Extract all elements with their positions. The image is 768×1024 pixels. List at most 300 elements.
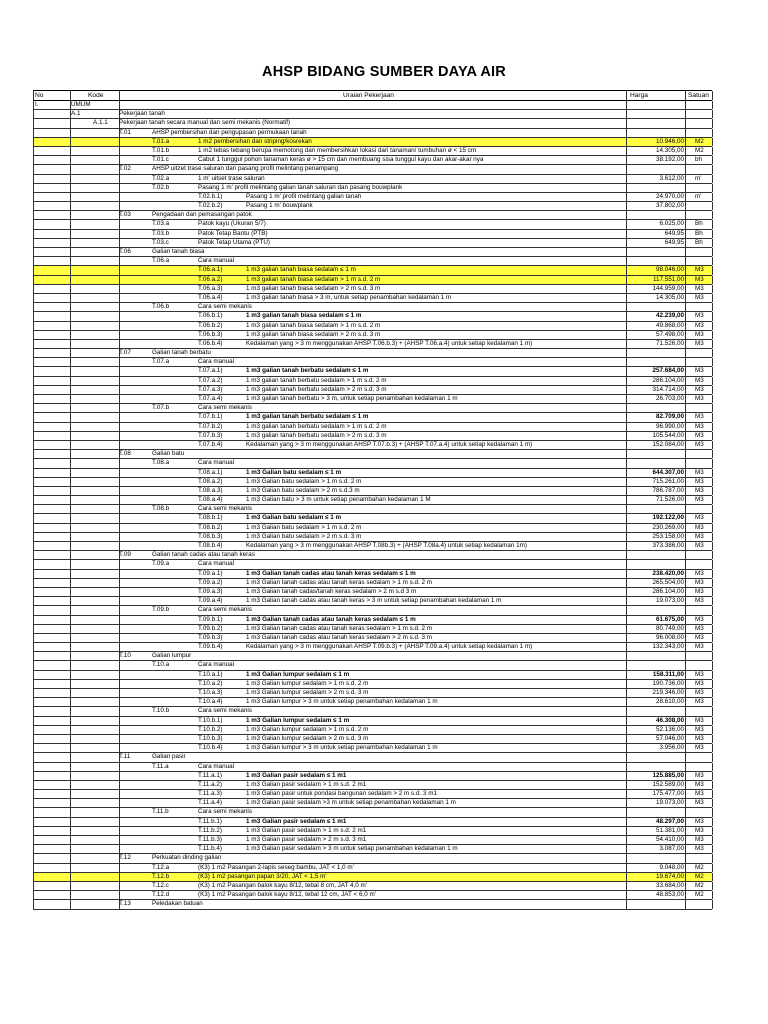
row-price: 117.551,00 [652,275,684,283]
row-unit: Bh [695,229,703,237]
row-code: T.10.b.4) [198,744,223,752]
row-description: 1 m3 Galian pasir sedalam ≤ 1 m1 [246,771,347,779]
table-row [33,799,712,808]
row-description: 1 m2 pembersihan dan striping/kosrekan [198,137,312,145]
row-price: 57.498,00 [655,330,684,338]
row-description: Cabut 1 tunggul pohon tanaman keras ø > 15 cm dan membuang sisa tunggul kayu dan akar-akar nya [198,156,484,164]
row-code: T.08.a [152,459,170,467]
row-code: T.10.b [152,707,170,715]
row-description: Cara manual [198,358,235,366]
row-unit: Bh [695,220,703,228]
row-code: T.02.b.1) [198,192,223,200]
row-unit: M3 [695,845,704,853]
row-description: Pekerjaan tanah [119,110,165,118]
row-unit: M3 [695,312,704,320]
row-code: T.06.b.4) [198,339,223,347]
row-price: 38.192,00 [655,156,684,164]
table-row [33,753,712,762]
row-unit: M3 [695,422,704,430]
row-code: T.11.a.4) [198,799,223,807]
header-satuan: Satuan [688,92,709,99]
row-price: 48.297,00 [655,817,684,825]
table-row [33,248,712,257]
row-code: T.10.a [152,661,170,669]
row-unit: M3 [695,477,704,485]
table-row [33,101,712,110]
table-row [33,900,712,909]
table-row [33,735,712,744]
row-description: 1 m3 Galian tanah cadas atau tanah keras sedalam ≤ 1 m [246,569,416,577]
row-price: 28.610,00 [655,698,684,706]
table-row [33,110,712,119]
row-description: Pengadaan dan pemasangan patok [152,211,252,219]
row-unit: M2 [695,137,704,145]
table-row [33,184,712,193]
table-row [33,836,712,845]
table-row [33,560,712,569]
row-code: T.06.a [152,257,170,265]
row-unit: M3 [695,578,704,586]
row-description: Patok kayu (Ukuran 5/7) [198,220,266,228]
row-description: 1 m3 Galian lumpur > 3 m untuk setiap penambahan kedalaman 1 m [246,744,438,752]
row-unit: M3 [695,523,704,531]
row-code: T.06.b [152,303,170,311]
table-row [33,469,712,478]
row-code: T.10.a.2) [198,679,223,687]
table-row [33,138,712,147]
table-row [33,413,712,422]
table-row [33,367,712,376]
row-price: 373.386,00 [652,542,684,549]
row-unit: M3 [695,293,704,301]
row-code: T.06 [119,248,131,255]
table-row [33,634,712,643]
row-unit: M3 [695,643,704,651]
table-row [33,524,712,533]
row-unit: M3 [695,275,704,283]
row-code: T.08.b.1) [198,514,223,522]
table-row [33,854,712,863]
row-description: Kedalaman yang > 3 m menggunakan AHSP T.08b.3) + (AHSP T.08a.4) untuk setiap kedalaman 1m) [246,542,527,549]
document-title: AHSP BIDANG SUMBER DAYA AIR [262,64,506,80]
row-code: T.13 [119,900,131,908]
ahsp-table [33,90,712,910]
row-price: 644.307,00 [652,468,684,476]
row-code: T.03.b [152,229,170,237]
row-code: T.07.a.3) [198,385,223,393]
row-description: Peledakan batuan [152,900,203,908]
row-unit: M3 [695,395,704,402]
table-row [33,625,712,634]
row-description: 1 m3 Galian tanah cadas atau tanah keras sedalam > 2 m s.d. 3 m [246,633,433,641]
row-description: 1 m3 Galian tanah cadas atau tanah keras > 3 m untuk setiap penambahan kedalaman 1 m [246,597,502,605]
table-row [33,597,712,606]
row-code: T.08.b [152,505,170,513]
table-row [33,147,712,156]
row-description: 1 m3 Galian pasir sedalam >3 m untuk setiap penambahan kedalaman 1 m [246,799,456,807]
row-code: T.11.b.3) [198,836,223,843]
row-description: Kedalaman yang > 3 m menggunakan AHSP T.07.b.3) + (AHSP T.07.a.4) untuk setiap kedalaman 1 m) [246,440,533,448]
table-row [33,772,712,781]
row-price: 257.684,00 [652,367,684,375]
row-description: 1 m3 galian tanah biasa sedalam > 2 m s.d. 3 m [246,284,381,292]
table-row [33,211,712,220]
row-unit: M3 [695,413,704,421]
row-description: (K3) 1 m2 Pasangan balok kayu 8/12, tebal 8 cm, JAT 4,0 m' [198,881,367,889]
row-description: Cara manual [198,762,235,770]
row-description: Cara semi mekanis [198,303,252,311]
table-row [33,707,712,716]
row-price: 19.073,00 [655,799,684,807]
row-code: T.09.a [152,560,170,568]
row-code: T.12.b [152,872,170,880]
row-price: 80.749,00 [655,624,684,632]
row-description: AHSP uitzet trase saluran dan pasang profil melintang penampang [152,165,339,173]
row-code: T.10.a.4) [198,698,223,706]
table-row [33,551,712,560]
row-description: 1 m3 Galian lumpur sedalam > 2 m s.d. 3 m [246,734,369,742]
row-price: 54.410,00 [655,836,684,843]
table-row [33,220,712,229]
row-price: 3.087,00 [659,845,684,853]
row-description: 1 m3 Galian batu > 3 m untuk setiap penambahan kedalaman 1 M [246,496,431,504]
row-description: Pasang 1 m' profil melintang galian tanah [246,192,362,200]
row-description: 1 m3 Galian pasir untuk pondasi bangunan sedalam > 2 m s.d. 3 m1 [246,790,437,798]
row-description: 1 m3 Galian batu sedalam > 1 m s.d. 2 m [246,477,362,485]
table-row [33,818,712,827]
row-price: 14.305,00 [655,146,684,154]
row-price: 49.868,00 [655,321,684,329]
row-code: T.06.b.2) [198,321,223,329]
row-description: Pasang 1 m' profil melintang galian tanah saluran dan pasang bouwplank [198,183,403,191]
header-uraian: Uraian Pekerjaan [343,92,394,99]
row-price: 46.308,00 [655,716,684,724]
row-unit: M3 [695,514,704,522]
row-description: 1 m' uitset trase saluran [198,174,265,182]
row-description: 1 m3 Galian tanah cadas/tanah keras sedalam > 2 m s.d 3 m [246,587,417,595]
row-code: T.12.c [152,881,169,889]
row-code: T.08.a.1) [198,468,223,476]
row-description: 1 m3 galian tanah biasa sedalam > 1 m s.d. 2 m [246,275,381,283]
table-row [33,175,712,184]
row-code: T.02.b.2) [198,202,223,210]
row-code: T.09.b.1) [198,615,223,623]
row-description: Patok Tetap Bantu (PTB) [198,229,268,237]
row-code: T.11.a.3) [198,790,223,798]
row-unit: M3 [695,339,704,347]
row-code: T.08.b.3) [198,532,223,540]
row-price: 230.269,00 [652,523,684,531]
table-row [33,671,712,680]
row-price: 125.885,00 [652,771,684,779]
row-code: T.08.a.3) [198,486,223,494]
table-row [33,478,712,487]
row-price: 96.008,00 [655,633,684,641]
row-description: 1 m3 Galian batu sedalam > 2 m s.d. 3 m [246,532,362,540]
row-description: 1 m3 galian tanah berbatu sedalam > 2 m s.d. 3 m [246,385,387,393]
table-row [33,542,712,551]
row-price: 105.544,00 [652,431,684,439]
row-code: T.06.b.3) [198,330,223,338]
row-unit: M3 [695,468,704,476]
table-row [33,257,712,266]
row-code: T.11.b.4) [198,845,223,853]
table-row [33,303,712,312]
row-price: 82.709,00 [655,413,684,421]
table-row [33,616,712,625]
table-row [33,404,712,413]
row-description: Cara manual [198,459,235,467]
row-unit: M3 [695,615,704,623]
row-description: Galian lumpur [152,652,192,660]
row-unit: M3 [695,266,704,274]
row-unit: M3 [695,670,704,678]
row-code: T.10.b.2) [198,725,223,733]
row-unit: M3 [695,597,704,605]
table-row [33,239,712,248]
row-unit: M3 [695,734,704,742]
row-description: Pekerjaan tanah secara manual dan semi mekanis (Normatif) [119,119,291,127]
row-code: T.09.a.3) [198,587,223,595]
row-code: T.06.a.4) [198,293,223,301]
row-code: T.01.a [152,137,170,145]
table-row [33,441,712,450]
table-row [33,579,712,588]
row-description: 1 m3 Galian lumpur sedalam > 2 m s.d. 3 m [246,689,369,696]
row-unit: M2 [695,891,704,899]
table-row [33,882,712,891]
row-description: 1 m3 galian tanah biasa sedalam > 2 m s.d. 3 m [246,330,381,338]
row-description: Cara manual [198,560,235,568]
row-price: 57.046,00 [655,734,684,742]
row-unit: M2 [695,863,704,871]
row-price: 219.346,00 [652,689,684,696]
row-unit: M3 [695,771,704,779]
table-row [33,331,712,340]
row-description: 1 m3 galian tanah berbatu sedalam ≤ 1 m [246,413,369,421]
row-price: 37.802,00 [655,202,684,210]
header-kode: Kode [88,92,104,99]
row-description: 1 m3 Galian batu sedalam ≤ 1 m [246,468,342,476]
table-row [33,165,712,174]
table-row [33,377,712,386]
row-description: 1 m3 Galian pasir sedalam ≤ 1 m1 [246,817,347,825]
table-row [33,661,712,670]
row-description: 1 m3 galian tanah biasa sedalam ≤ 1 m [246,312,362,320]
row-unit: M3 [695,330,704,338]
row-price: 10.946,00 [655,137,684,145]
table-row [33,533,712,542]
row-unit: M3 [695,836,704,843]
row-description: Kedalaman yang > 3 m menggunakan AHSP T.09.b.3) + (AHSP T.09.a.4) untuk setiap kedalaman 1 m) [246,643,533,651]
row-code: T.03.a [152,220,170,228]
row-code: T.10 [119,652,131,660]
row-code: T.01.c [152,156,169,164]
row-price: 14.305,00 [655,293,684,301]
row-price: 26.703,00 [655,395,684,402]
row-unit: M3 [695,496,704,504]
row-unit: M3 [695,689,704,696]
row-code: T.11.a [152,762,169,770]
table-row [33,450,712,459]
row-price: 3.612,00 [659,174,684,182]
table-row [33,845,712,854]
table-row [33,423,712,432]
row-description: Galian batu [152,450,185,458]
row-unit: M2 [695,881,704,889]
row-price: 19.674,00 [655,872,684,880]
row-unit: M3 [695,431,704,439]
row-description: Galian pasir [152,753,186,761]
row-description: Cara manual [198,661,235,669]
table-row [33,276,712,285]
row-code: T.09.b.2) [198,624,223,632]
row-unit: M3 [695,587,704,595]
row-unit: M2 [695,146,704,154]
row-description: 1 m3 Galian lumpur sedalam > 1 m s.d. 2 m [246,725,369,733]
row-description: (K3) 1 m2 pasangan papan 3/20, JAT < 1,5 m' [198,872,327,880]
table-row [33,202,712,211]
row-description: 1 m3 galian tanah berbatu > 3 m, untuk setiap penambahan kedalaman 1 m [246,395,458,402]
table-row [33,570,712,579]
row-price: 48.853,00 [655,891,684,899]
table-row [33,505,712,514]
row-price: 42.239,00 [655,312,684,320]
row-unit: M3 [695,486,704,494]
row-unit: M3 [695,542,704,549]
table-row [33,689,712,698]
table-row [33,763,712,772]
row-code: T.11.b.1) [198,817,223,825]
row-description: Cara manual [198,257,235,265]
row-code: T.07.a [152,358,170,366]
row-unit: M3 [695,799,704,807]
row-unit: M3 [695,569,704,577]
row-price: 265.504,00 [652,578,684,586]
row-description: 1 m3 galian tanah biasa sedalam > 1 m s.d. 2 m [246,321,381,329]
row-price: 144.959,00 [652,284,684,292]
row-price: 152.084,00 [652,440,684,448]
row-code: T.06.b.1) [198,312,223,320]
row-code: T.11.a.2) [198,780,223,788]
table-row [33,358,712,367]
table-row [33,193,712,202]
table-row [33,652,712,661]
table-row [33,349,712,358]
row-code: I. [35,101,39,108]
table-header [33,90,712,101]
row-description: 1 m3 Galian tanah cadas atau tanah keras sedalam ≤ 1 m [246,615,416,623]
row-unit: M3 [695,321,704,329]
row-price: 192.122,00 [652,514,684,522]
table-body [33,101,712,910]
table-row [33,266,712,275]
table-row [33,744,712,753]
row-unit: M3 [695,284,704,292]
row-description: 1 m3 galian tanah berbatu sedalam > 2 m s.d. 3 m [246,431,387,439]
row-code: T.07.b [152,404,170,412]
row-description: 1 m3 Galian pasir sedalam > 2 m s.d. 3 m1 [246,836,367,843]
row-code: T.11.b [152,808,169,816]
table-row [33,459,712,468]
row-code: A.1 [71,110,81,118]
table-row [33,156,712,165]
row-price: 238.420,00 [652,569,684,577]
row-description: 1 m3 Galian lumpur > 3 m untuk setiap penambahan kedalaman 1 m [246,698,438,706]
row-description: 1 m3 Galian lumpur sedalam > 1 m s.d. 2 m [246,679,369,687]
row-price: 314.714,00 [652,385,684,393]
row-code: T.09.a.1) [198,569,223,577]
row-price: 33.684,00 [655,881,684,889]
row-price: 649,95 [664,229,684,237]
row-description: Cara semi mekanis [198,505,252,513]
row-price: 9.048,00 [659,863,684,871]
row-code: T.01.b [152,146,170,154]
row-code: T.10.a.3) [198,689,223,696]
row-code: T.07.b.2) [198,422,223,430]
row-price: 158.311,00 [652,670,684,678]
row-unit: M3 [695,744,704,752]
table-row [33,717,712,726]
row-description: Pasang 1 m' bouwplank [246,202,313,210]
row-code: T.07.a.2) [198,376,223,384]
row-code: T.07.b.1) [198,413,223,421]
table-row [33,340,712,349]
row-code: T.08 [119,450,131,458]
row-code: T.06.a.3) [198,284,223,292]
row-price: 61.675,00 [655,615,684,623]
row-code: T.09.a.4) [198,597,223,605]
row-price: 649,95 [664,238,684,246]
row-code: T.11.a.1) [198,771,223,779]
row-unit: M3 [695,532,704,540]
row-description: 1 m3 Galian pasir sedalam > 3 m untuk setiap penambahan kedalaman 1 m [246,845,458,853]
row-description: Cara semi mekanis [198,707,252,715]
row-price: 253.158,00 [652,532,684,540]
row-code: T.03 [119,211,131,219]
row-code: T.10.b.3) [198,734,223,742]
row-code: T.08.b.4) [198,542,223,549]
row-price: 98.046,00 [655,266,684,274]
row-description: 1 m3 Galian batu sedalam > 2 m s.d.3 m [246,486,360,494]
row-code: T.12 [119,854,131,862]
row-code: T.02.a [152,174,170,182]
row-price: 286.104,00 [652,376,684,384]
row-price: 286.104,00 [652,587,684,595]
row-description: Patok Tetap Utama (PTU) [198,238,270,246]
row-description: Cara semi mekanis [198,606,252,614]
row-description: 1 m3 galian tanah berbatu sedalam > 1 m s.d. 2 m [246,376,387,384]
row-code: T.09.b.3) [198,633,223,641]
row-description: Cara semi mekanis [198,404,252,412]
row-code: T.07.b.4) [198,440,223,448]
row-unit: M3 [695,679,704,687]
row-price: 6.025,00 [659,220,684,228]
row-price: 71.526,00 [655,339,684,347]
row-code: T.01 [119,128,131,136]
row-code: T.07 [119,349,131,357]
row-unit: bh [695,156,703,164]
row-unit: M3 [695,633,704,641]
row-unit: M3 [695,376,704,384]
table-row [33,680,712,689]
row-description: 1 m3 Galian tanah cadas atau tanah keras sedalam > 1 m s.d. 2 m [246,578,433,586]
row-description: 1 m3 Galian tanah cadas atau tanah keras sedalam > 1 m s.d. 2 m [246,624,433,632]
table-row [33,808,712,817]
row-description: (K3) 1 m2 Pasangan balok kayu 8/12, tebal 12 cm, JAT < 6,0 m' [198,891,376,899]
row-price: 52.136,00 [655,725,684,733]
row-description: 1 m3 galian tanah berbatu sedalam ≤ 1 m [246,367,369,375]
